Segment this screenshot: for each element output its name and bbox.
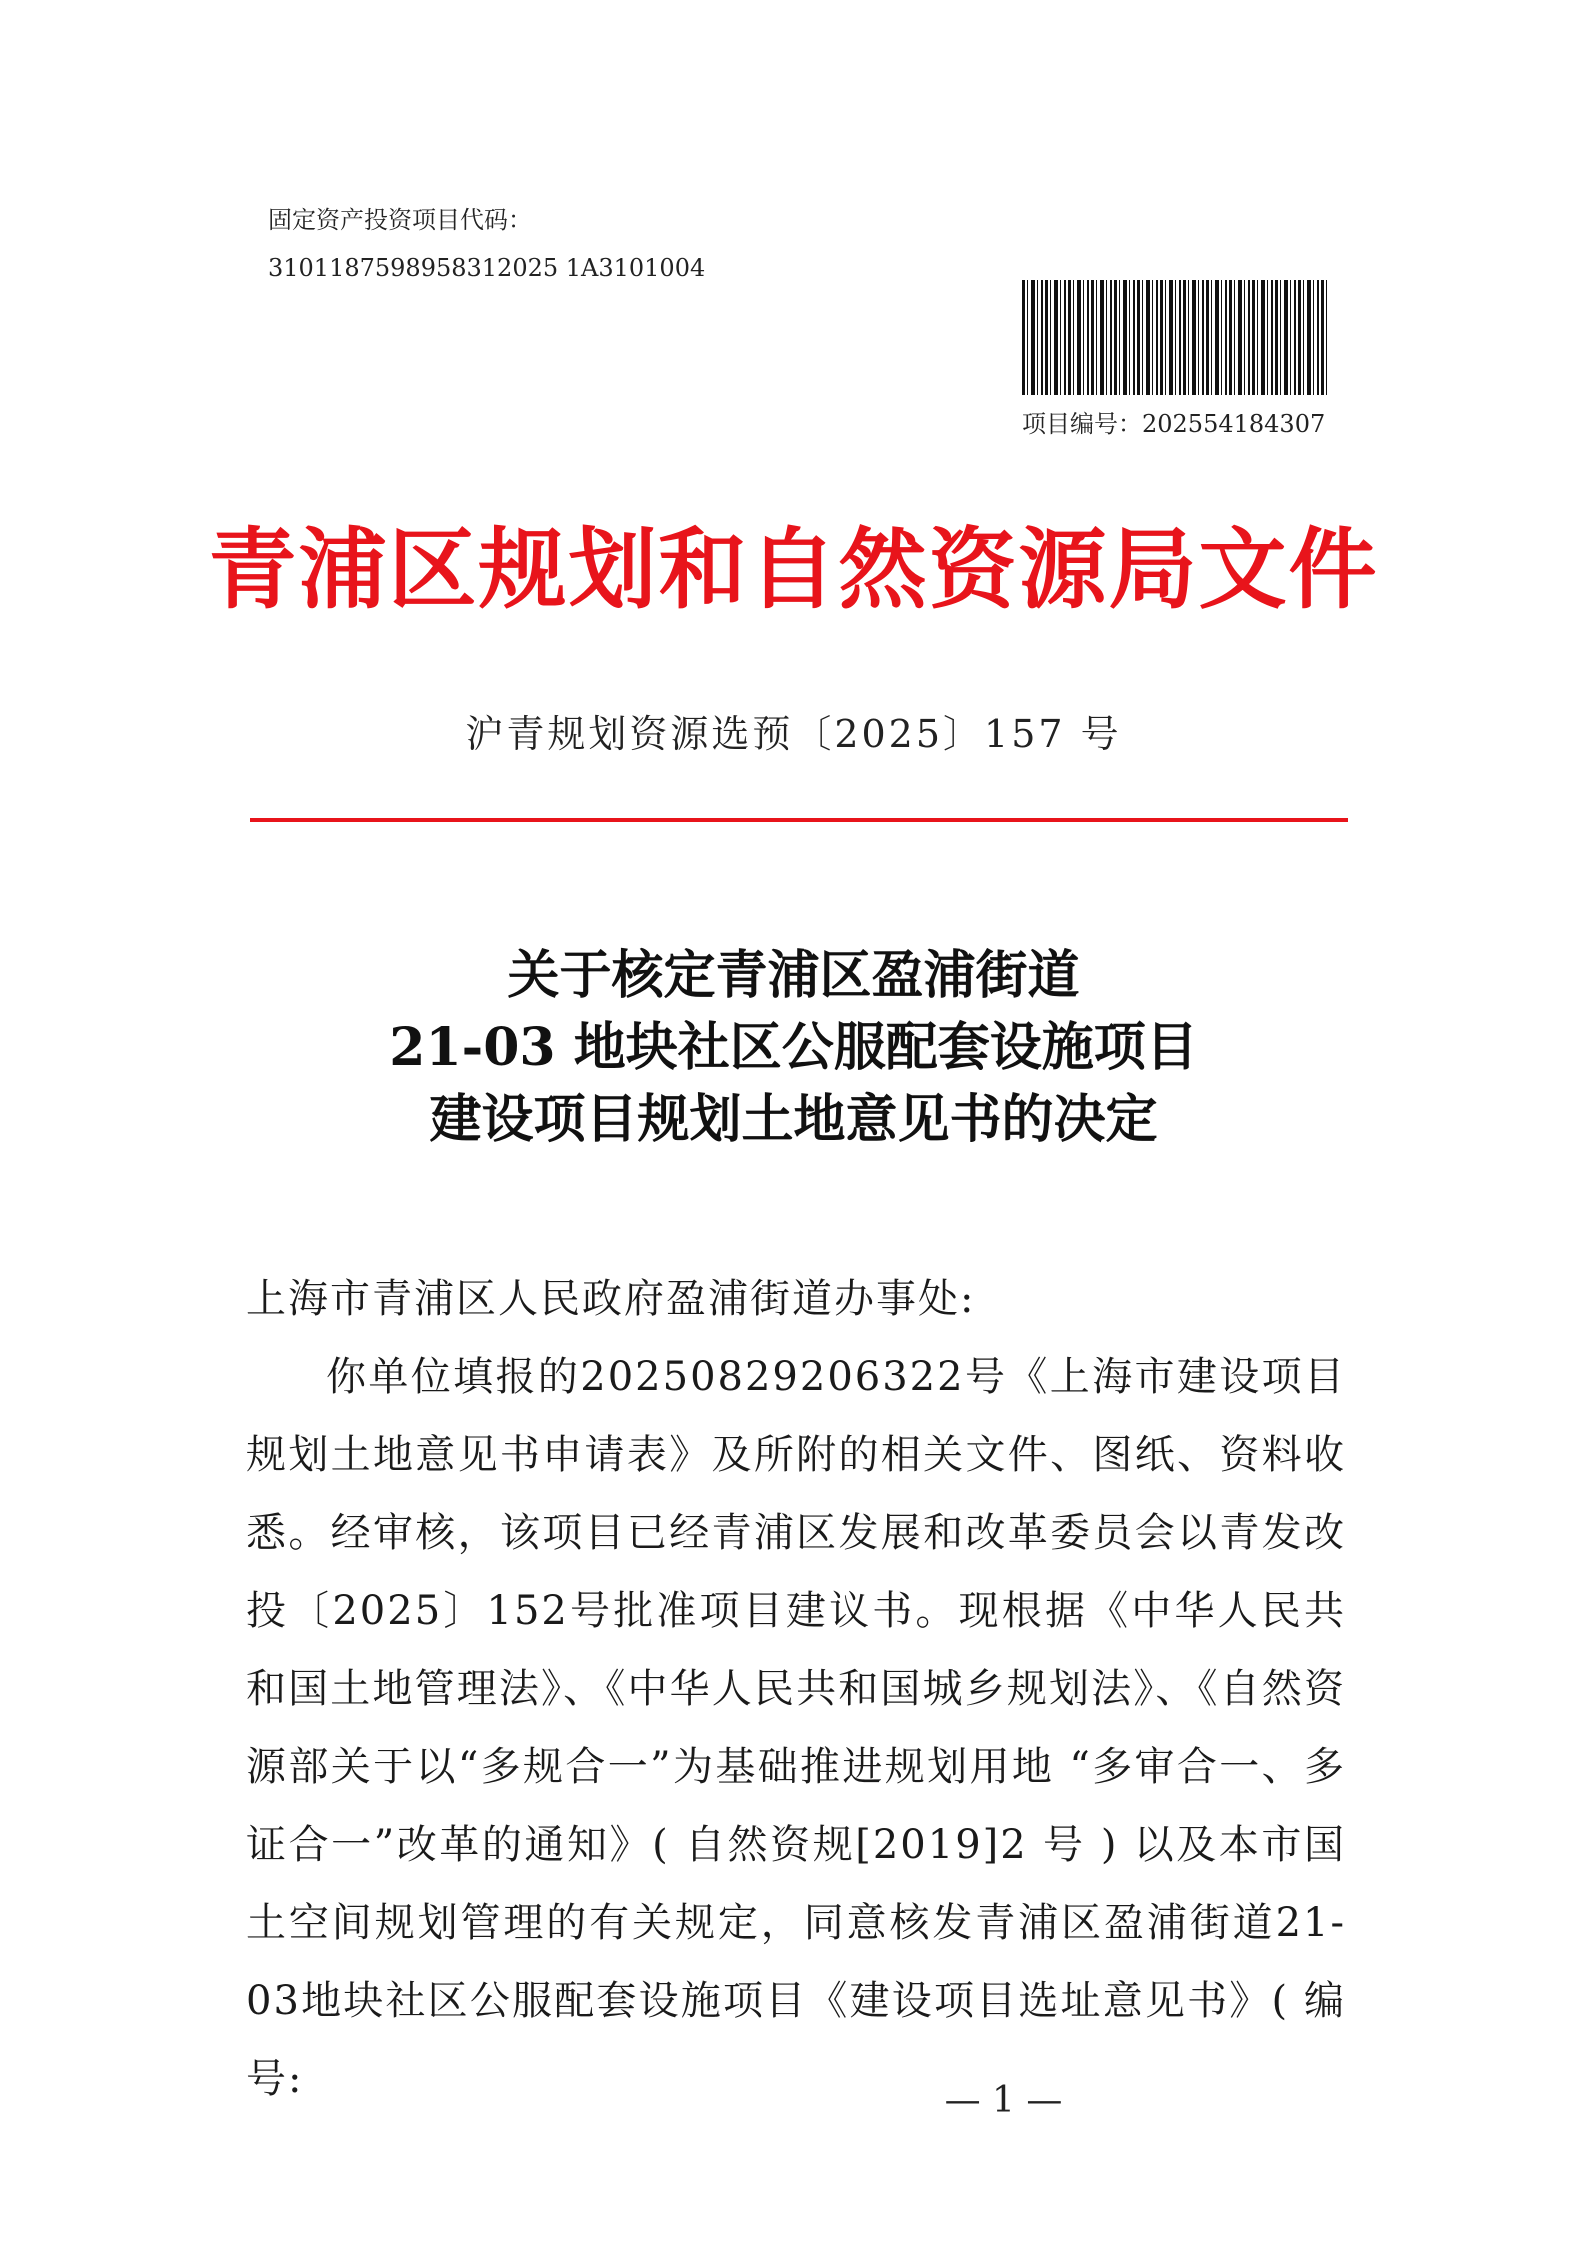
salutation: 上海市青浦区人民政府盈浦街道办事处: — [246, 1276, 976, 1322]
code-value: 3101187598958312025 1A3101004 — [268, 254, 706, 282]
document-number: 沪青规划资源选预〔2025〕157 号 — [465, 712, 1122, 756]
decision-title-line-3: 建设项目规划土地意见书的决定 — [429, 1089, 1158, 1150]
agency-title: 青浦区规划和自然资源局文件 — [208, 518, 1379, 621]
project-number: 项目编号：202554184307 — [1022, 410, 1326, 438]
decision-title-line-2: 21-03 地块社区公服配套设施项目 — [389, 1017, 1198, 1078]
body-text — [246, 1260, 1346, 2118]
decision-title — [0, 940, 1587, 1156]
barcode-image — [1022, 280, 1330, 395]
page-number: — 1 — — [944, 2080, 1063, 2121]
body-paragraph: 你单位填报的20250829206322号《上海市建设项目规划土地意见书申请表》及所附的相关文件、图纸、资料收悉。经审核，该项目已经青浦区发展和改革委员会以青发改投〔2025〕152号批准项目建议书。现根据《中华人民共和国土地管理法》、《中华人民共和国城乡规划法》、《自然资源部关于以“多规合一”为基础推进规划用地 “多审合一、多证合一”改革的通知》( 自然资规[2019]2 号 ) 以及本市国土空间规划管理的有关规定，同意核发青浦区盈浦街道21-03地块社区公服配套设施项目《建设项目选址意见书》( 编号: — [246, 1354, 1346, 2102]
decision-title-line-1: 关于核定青浦区盈浦街道 — [507, 945, 1080, 1006]
red-divider — [250, 818, 1348, 822]
code-label: 固定资产投资项目代码： — [268, 206, 532, 234]
project-code-block — [268, 196, 705, 292]
